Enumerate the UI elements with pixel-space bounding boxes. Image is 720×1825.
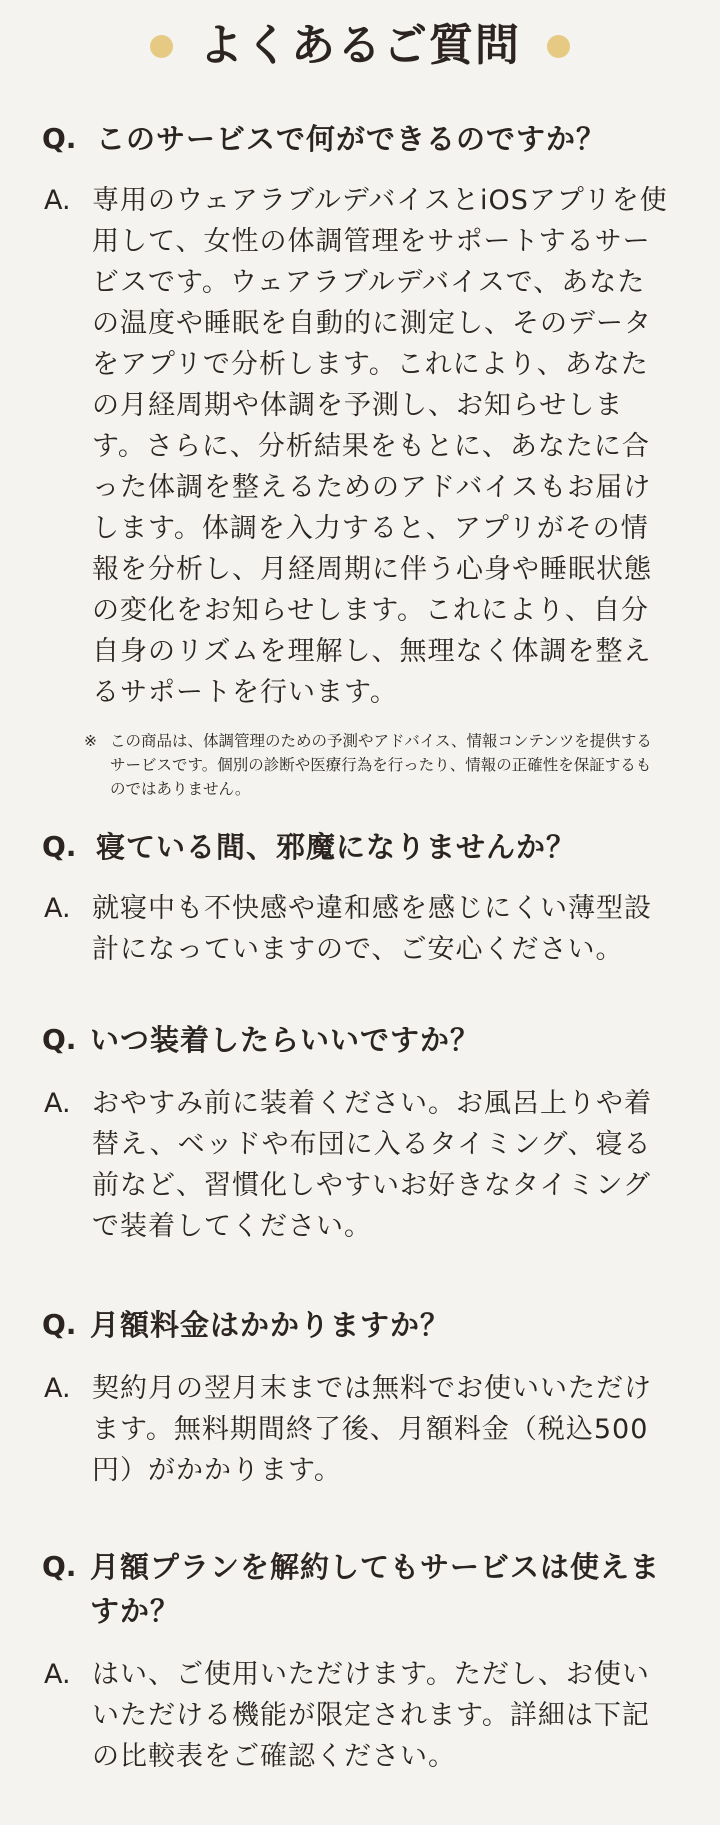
- question-row: [0, 1018, 720, 1062]
- note-text: この商品は、体調管理のための予測やアドバイス、情報コンテンツを提供するサービスです。個別の診断や医療行為を行ったり、情報の正確性を保証するものではありません。: [110, 732, 652, 798]
- question-marker: Q.: [42, 1550, 77, 1583]
- answer-text: 契約月の翌月末までは無料でお使いいただけます。無料期間終了後、月額料金（税込500円）がかかります。: [92, 1373, 652, 1486]
- question-row: [0, 1303, 720, 1347]
- answer-text: 専用のウェアラブルデバイスとiOSアプリを使用して、女性の体調管理をサポートするサービスです。ウェアラブルデバイスで、あなたの温度や睡眠を自動的に測定し、そのデータをアプリで分析します。これにより、あなたの月経周期や体調を予測し、お知らせします。さらに、分析結果をもとに、あなたに合った体調を整えるためのアドバイスもお届けします。体調を入力すると、アプリがその情報を分析し、月経周期に伴う心身や睡眠状態の変化をお知らせします。これにより、自分自身のリズムを理解し、無理なく体調を整えるサポートを行います。: [92, 185, 668, 708]
- answer-row: [0, 888, 720, 970]
- faq-item-4: [0, 1303, 720, 1491]
- question-text: いつ装着したらいいですか？: [90, 1023, 481, 1057]
- question-row: [0, 117, 720, 161]
- question-text: 寝ている間、邪魔になりませんか？: [96, 830, 577, 864]
- question-row: [0, 1545, 720, 1633]
- page-title: よくあるご質問: [199, 20, 521, 71]
- question-marker: Q.: [42, 1308, 77, 1341]
- disclaimer-note: [84, 729, 664, 801]
- question-text: 月額料金はかかりますか？: [90, 1308, 451, 1342]
- answer-row: [0, 1083, 720, 1247]
- faq-item-5: [0, 1545, 720, 1777]
- question-text: 月額プランを解約してもサービスは使えますか？: [90, 1550, 661, 1628]
- answer-text: 就寝中も不快感や違和感を感じにくい薄型設計になっていますので、ご安心ください。: [92, 893, 652, 965]
- answer-row: [0, 1368, 720, 1491]
- dot-right-icon: [547, 35, 570, 58]
- answer-marker: A.: [44, 1088, 71, 1119]
- answer-row: [0, 180, 720, 713]
- question-marker: Q.: [42, 830, 77, 863]
- answer-text: おやすみ前に装着ください。お風呂上りや着替え、ベッドや布団に入るタイミング、寝る前など、習慣化しやすいお好きなタイミングで装着してください。: [92, 1088, 652, 1242]
- faq-item-1: [0, 117, 720, 801]
- question-row: [0, 825, 720, 869]
- faq-header: [0, 14, 720, 78]
- question-text: このサービスで何ができるのですか？: [96, 122, 607, 156]
- answer-row: [0, 1654, 720, 1777]
- answer-marker: A.: [44, 1373, 71, 1404]
- answer-marker: A.: [44, 893, 71, 924]
- question-marker: Q.: [42, 122, 77, 155]
- faq-item-3: [0, 1018, 720, 1247]
- note-marker: ※: [84, 732, 97, 750]
- answer-marker: A.: [44, 1659, 71, 1690]
- dot-left-icon: [150, 35, 173, 58]
- faq-item-2: [0, 825, 720, 970]
- answer-text: はい、ご使用いただけます。ただし、お使いいただける機能が限定されます。詳細は下記の比較表をご確認ください。: [92, 1659, 650, 1772]
- answer-marker: A.: [44, 185, 71, 216]
- question-marker: Q.: [42, 1023, 77, 1056]
